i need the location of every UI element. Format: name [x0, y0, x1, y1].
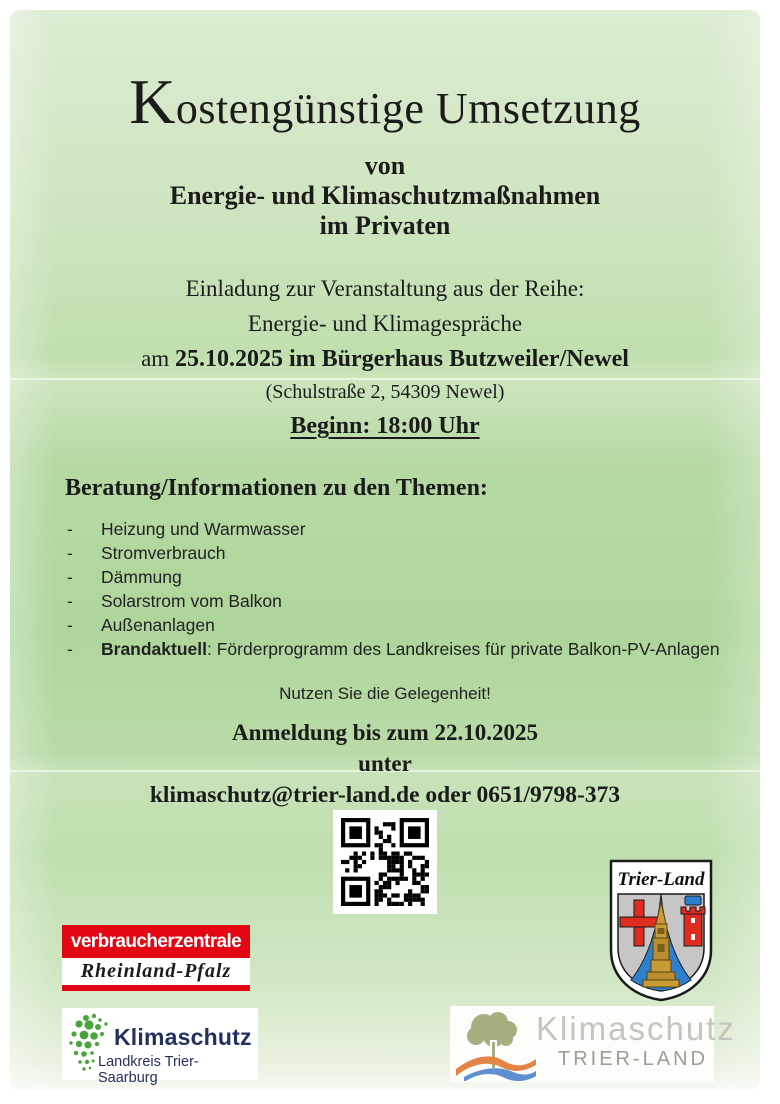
topic-brandaktuell-bold: Brandaktuell	[101, 639, 207, 659]
poster-content	[10, 10, 760, 811]
klimaschutz-kreis-title: Klimaschutz	[114, 1024, 252, 1050]
date-location-bold: 25.10.2025 im Bürgerhaus Butzweiler/Newel	[174, 346, 629, 372]
call-to-action	[10, 681, 760, 811]
topic-solar: Solarstrom vom Balkon	[101, 591, 282, 611]
subtitle-von: von	[364, 151, 406, 180]
list-item	[65, 613, 720, 637]
event-date-location	[10, 341, 760, 377]
klimaschutz-landkreis-logo	[62, 1008, 258, 1086]
list-item	[65, 565, 720, 589]
contact-email-phone: klimaschutz@trier-land.de oder 0651/9798-373	[149, 782, 621, 808]
topics-list	[65, 517, 720, 661]
cta-opportunity: Nutzen Sie die Gelegenheit!	[279, 684, 491, 703]
subtitle-block	[10, 151, 760, 241]
bullet-dash: -	[67, 591, 73, 611]
klimaschutz-trier-land-logo	[450, 1006, 736, 1082]
bullet-dash: -	[67, 567, 73, 587]
tree-and-waves-icon	[456, 1009, 536, 1081]
topic-strom: Stromverbrauch	[101, 543, 226, 563]
verbraucherzentrale-wordmark: verbraucherzentrale	[62, 925, 250, 958]
topic-aussen: Außenanlagen	[101, 615, 215, 635]
coat-of-arms-shield-icon	[605, 858, 717, 1005]
qr-code	[333, 810, 437, 914]
bullet-dash: -	[67, 519, 73, 539]
logo-red-rule	[62, 985, 250, 991]
klimaschutz-trierland-subtitle: TRIER-LAND	[557, 1048, 708, 1070]
list-item	[65, 589, 720, 613]
subtitle-privaten: im Privaten	[319, 211, 451, 240]
bullet-dash: -	[67, 615, 73, 635]
wappen-label: Trier-Land	[617, 869, 705, 890]
topics-heading: Beratung/Informationen zu den Themen:	[65, 475, 488, 501]
topic-heizung: Heizung und Warmwasser	[101, 519, 306, 539]
page-title	[10, 66, 760, 139]
title-dropcap: K	[129, 66, 176, 137]
list-item	[65, 541, 720, 565]
klimaschutz-trierland-title: Klimaschutz	[536, 1010, 736, 1047]
event-start-time: Beginn: 18:00 Uhr	[290, 413, 480, 439]
verbraucherzentrale-logo	[62, 925, 250, 991]
qr-code-image	[341, 818, 429, 906]
event-address: (Schulstraße 2, 54309 Newel)	[265, 381, 505, 403]
trier-land-coat-of-arms	[605, 858, 717, 1005]
rheinland-pfalz-script: Rheinland-Pfalz	[62, 958, 250, 985]
topics-section	[10, 473, 760, 661]
topic-brandaktuell-rest: : Förderprogramm des Landkreises für private Balkon-PV-Anlagen	[207, 639, 720, 659]
topic-daemmung: Dämmung	[101, 567, 182, 587]
cta-unter: unter	[358, 751, 412, 776]
invitation-series: Energie- und Klimagespräche	[247, 311, 523, 336]
date-prefix: am	[141, 346, 175, 371]
list-item	[65, 517, 720, 541]
registration-deadline: Anmeldung bis zum 22.10.2025	[231, 720, 539, 745]
invitation-block	[10, 271, 760, 445]
klimaschutz-kreis-subtitle: Landkreis Trier-Saarburg	[98, 1054, 199, 1086]
list-item	[65, 637, 720, 661]
bullet-dash: -	[67, 543, 73, 563]
invitation-line1: Einladung zur Veranstaltung aus der Reihe:	[185, 276, 585, 301]
subtitle-massnahmen: Energie- und Klimaschutzmaßnahmen	[169, 181, 601, 210]
title-rest: ostengünstige Umsetzung	[175, 84, 641, 133]
poster-page	[10, 10, 760, 1090]
bullet-dash: -	[67, 639, 73, 659]
